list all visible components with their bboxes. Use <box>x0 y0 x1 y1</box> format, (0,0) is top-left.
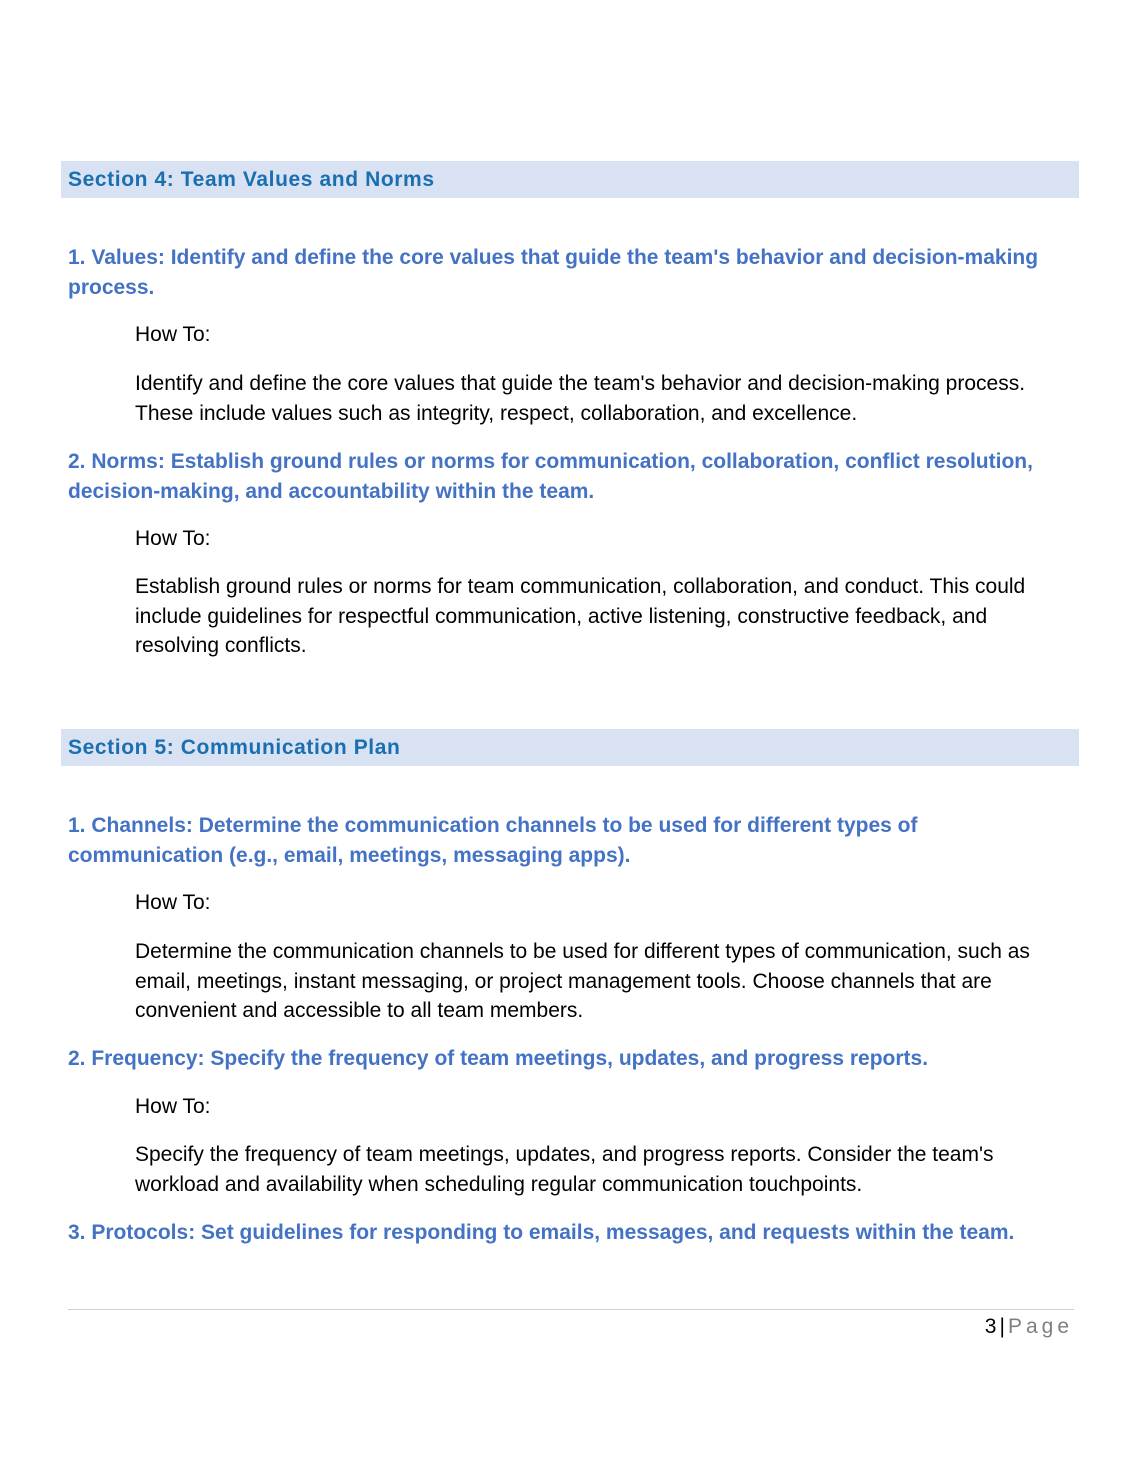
norms-description: Establish ground rules or norms for team communication, collaboration, and conduct. This could include guidelines for respectful communication, active listening, constructive feedback, and resolving conflicts. <box>135 575 1026 657</box>
page-footer <box>985 1313 1073 1341</box>
page-number: 3 <box>984 1315 997 1338</box>
norms-howto-label: How To: <box>135 527 211 550</box>
frequency-howto-label: How To: <box>135 1095 211 1118</box>
channels-description: Determine the communication channels to be used for different types of communication, such as email, meetings, instant messaging, or project management tools. Choose channels that are convenient and accessible to all team members. <box>135 940 1030 1022</box>
page-label: Page <box>1007 1315 1073 1338</box>
norms-heading: 2. Norms: Establish ground rules or norms for communication, collaboration, conflict resolution, decision-making, and accountability within the team. <box>68 450 1033 503</box>
values-heading: 1. Values: Identify and define the core values that guide the team's behavior and decision-making process. <box>68 246 1039 299</box>
frequency-description: Specify the frequency of team meetings, updates, and progress reports. Consider the team's workload and availability when scheduling regular communication touchpoints. <box>135 1143 994 1196</box>
frequency-heading: 2. Frequency: Specify the frequency of team meetings, updates, and progress reports. <box>68 1047 929 1070</box>
page-separator: | <box>999 1315 1005 1338</box>
section-4-header: Section 4: Team Values and Norms <box>61 161 1079 198</box>
footer-divider <box>68 1309 1074 1310</box>
protocols-heading: 3. Protocols: Set guidelines for responding to emails, messages, and requests within the team. <box>68 1221 1015 1244</box>
values-howto-label: How To: <box>135 323 211 346</box>
values-description: Identify and define the core values that guide the team's behavior and decision-making process. These include values such as integrity, respect, collaboration, and excellence. <box>135 372 1026 425</box>
channels-heading: 1. Channels: Determine the communication channels to be used for different types of communication (e.g., email, meetings, messaging apps). <box>68 814 918 867</box>
section-5-header: Section 5: Communication Plan <box>61 729 1079 766</box>
channels-howto-label: How To: <box>135 891 211 914</box>
